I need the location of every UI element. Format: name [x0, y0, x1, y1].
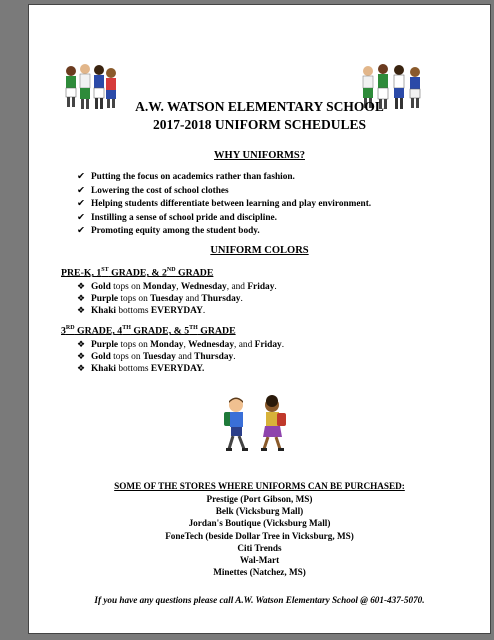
diamond-bullet-icon: ❖: [77, 293, 86, 304]
schedule-item: ❖ Purple tops on Tuesday and Thursday.: [77, 293, 243, 305]
diamond-bullet-icon: ❖: [77, 351, 86, 362]
diamond-bullet-icon: ❖: [77, 339, 86, 349]
store-item: Wal-Mart: [239, 554, 280, 565]
checkmark-icon: ✔: [77, 185, 85, 196]
stores-heading: SOME OF THE STORES WHERE UNIFORMS CAN BE PURCHASED:: [114, 481, 405, 491]
reason-item: ✔ Promoting equity among the student body.: [77, 226, 260, 237]
grade-group-2-list: [77, 339, 284, 376]
schedule-item: ❖ Purple tops on Monday, Wednesday, and Friday.: [77, 339, 285, 350]
store-item: Citi Trends: [237, 542, 282, 553]
diamond-bullet-icon: ❖: [77, 281, 86, 291]
schedule-item: ❖ Gold tops on Monday, Wednesday, and Friday.: [77, 281, 277, 292]
reason-item: ✔ Putting the focus on academics rather than fashion.: [77, 172, 295, 182]
uniform-colors-heading: UNIFORM COLORS: [210, 245, 309, 256]
diamond-bullet-icon: ❖: [77, 305, 86, 316]
checkmark-icon: ✔: [77, 172, 85, 182]
reason-item: ✔ Helping students differentiate between learning and play environment.: [77, 199, 372, 210]
schedule-title: 2017-2018 UNIFORM SCHEDULES: [152, 117, 366, 132]
walking-students-clipart: [216, 395, 296, 455]
diamond-bullet-icon: ❖: [77, 363, 86, 374]
checkmark-icon: ✔: [77, 226, 85, 237]
stores-section: [29, 481, 490, 579]
schedule-item: ❖ Khaki bottoms EVERYDAY.: [77, 305, 206, 317]
store-item: FoneTech (beside Dollar Tree in Vicksburg, MS): [165, 530, 354, 541]
store-item: Belk (Vicksburg Mall): [215, 506, 304, 517]
store-item: Minettes (Natchez, MS): [213, 567, 306, 578]
grade-group-2-title: 3RD GRADE, 4TH GRADE, & 5TH GRADE: [61, 325, 236, 337]
schedule-item: ❖ Gold tops on Tuesday and Thursday.: [77, 351, 236, 363]
schedule-item: ❖ Khaki bottoms EVERYDAY.: [77, 363, 205, 375]
why-uniforms-heading: WHY UNIFORMS?: [214, 150, 305, 161]
grade-group-1-title: PRE-K, 1ST GRADE, & 2ND GRADE: [61, 267, 214, 279]
school-name: A.W. WATSON ELEMENTARY SCHOOL: [135, 99, 384, 114]
reason-item: ✔ Lowering the cost of school clothes: [77, 185, 229, 196]
checkmark-icon: ✔: [77, 199, 85, 210]
reason-item: ✔ Instilling a sense of school pride and discipline.: [77, 212, 277, 223]
checkmark-icon: ✔: [77, 212, 85, 223]
contact-footer: If you have any questions please call A.W. Watson Elementary School @ 601-437-5070.: [94, 595, 425, 605]
reasons-list: [77, 171, 371, 239]
uniform-flyer-page: [28, 4, 491, 634]
grade-group-1-list: [77, 281, 277, 318]
store-item: Jordan's Boutique (Vicksburg Mall): [188, 518, 331, 529]
store-item: Prestige (Port Gibson, MS): [206, 494, 313, 504]
